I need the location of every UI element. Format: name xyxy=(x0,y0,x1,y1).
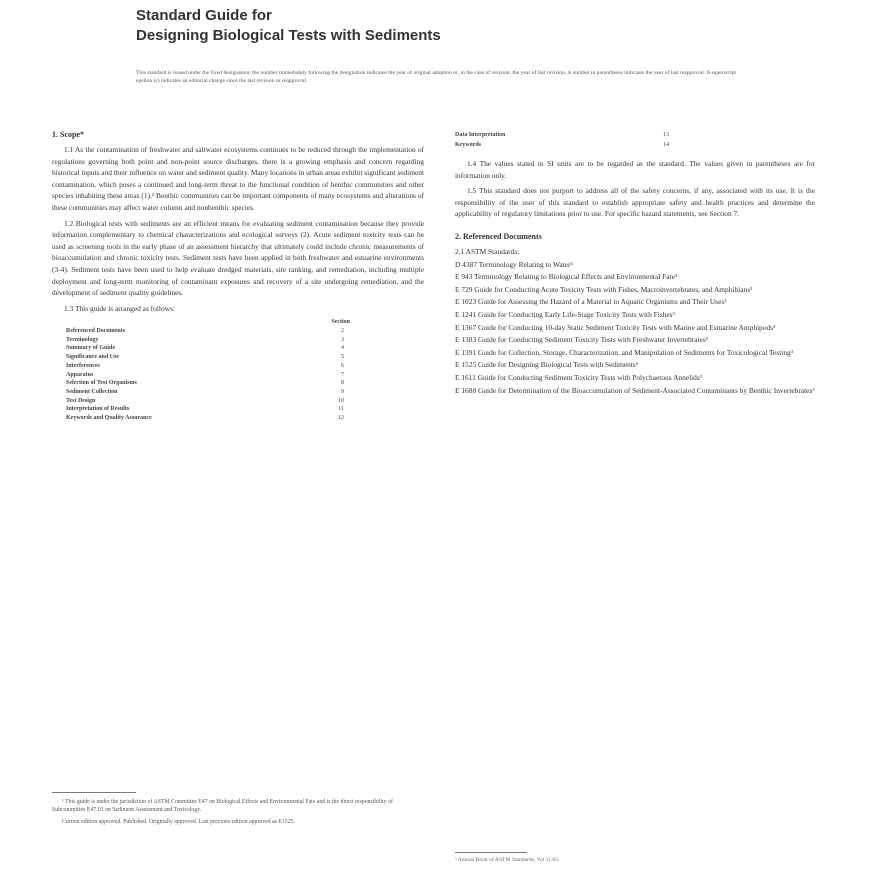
reference-item: 2.1 ASTM Standards: xyxy=(455,246,520,256)
toc-row xyxy=(66,405,356,414)
toc-row xyxy=(66,388,356,397)
reference-item: E 1391 Guide for Collection, Storage, Characterization, and Manipulation of Sediments for Toxicological Testing³ xyxy=(455,347,793,357)
toc-row xyxy=(455,130,745,140)
toc-row xyxy=(66,371,356,380)
paragraph: 1.1 As the contamination of freshwater and saltwater ecosystems continues to be reduced through the implementation of regulations governing both point and non-point source discharges, there is a growing emphasis and concern regarding historical inputs and their influence on water and sediment quality. Many locations in urban areas exhibit significant sediment contamination, which poses a continued and long-term threat to the functional condition of benthic communities and other species inhabiting these areas (1).² Benthic communities can be important components of many ecosystems and alterations of these communities may affect water column and nonbenthic species. xyxy=(52,145,424,212)
toc-header: Section xyxy=(331,319,350,326)
title-line-1: Standard Guide for xyxy=(136,7,272,24)
reference-item: E 1367 Guide for Conducting 10-day Static Sediment Toxicity Tests with Marine and Estuarine Amphipods³ xyxy=(455,322,776,332)
toc-row xyxy=(66,414,356,423)
toc-label: Keywords xyxy=(455,142,481,148)
toc-number: 14 xyxy=(663,142,669,148)
document-title xyxy=(136,6,441,46)
toc-number: 9 xyxy=(341,388,344,395)
right-column xyxy=(455,130,815,397)
toc-row xyxy=(66,379,356,388)
toc-label: Test Design xyxy=(66,397,96,404)
toc-row xyxy=(455,140,745,150)
toc-row xyxy=(66,397,356,406)
toc-number: 10 xyxy=(338,397,344,404)
reference-item: E 1688 Guide for Determination of the Bioaccumulation of Sediment-Associated Contaminants by Benthic Invertebrates³ xyxy=(455,385,815,395)
toc-number: 4 xyxy=(341,345,344,352)
section-heading-references: 2. Referenced Documents xyxy=(455,231,542,241)
paragraph: 1.5 This standard does not purport to address all of the safety concerns, if any, associated with its use. It is the responsibility of the user of this standard to establish appropriate safety and health practices and determine the applicability of regulatory limitations prior to use. For specific hazard statements, see Section 7. xyxy=(455,186,815,219)
paragraph: 1.4 The values stated in SI units are to be regarded as the standard. The values given in parentheses are for information only. xyxy=(455,159,815,180)
toc-label: Summary of Guide xyxy=(66,345,116,352)
toc-number: 3 xyxy=(341,336,344,343)
footnote: ¹ This guide is under the jurisdiction of ASTM Committee E47 on Biological Effects and Environmental Fate and is the direct responsibility of Subcommittee E47.03 on Sediment Assessment and Toxicology. xyxy=(52,799,393,814)
reference-list xyxy=(455,246,815,396)
toc-label: Data Interpretation xyxy=(455,132,506,138)
reference-item: E 1241 Guide for Conducting Early Life-Stage Toxicity Tests with Fishes³ xyxy=(455,309,675,319)
reference-item: E 1611 Guide for Conducting Sediment Toxicity Tests with Polychaetous Annelids³ xyxy=(455,372,702,382)
table-of-contents-continued xyxy=(455,130,745,150)
toc-row xyxy=(66,336,356,345)
toc-row xyxy=(66,353,356,362)
footnotes xyxy=(52,798,424,829)
toc-number: 11 xyxy=(338,406,344,413)
reference-item: D 4387 Terminology Relating to Water³ xyxy=(455,259,573,269)
abstract: This standard is issued under the fixed designation; the number immediately following the designation indicates the year of original adoption or, in the case of revision, the year of last revision. A number in parentheses indicates the year of last reapproval. A superscript epsilon (ε) indicates an editorial change since the last revision or reapproval. xyxy=(136,70,737,84)
toc-row xyxy=(66,327,356,336)
footnote: Current edition approved. Published. Originally approved. Last previous edition approved as E1525. xyxy=(62,818,295,825)
paragraph: 1.3 This guide is arranged as follows: xyxy=(64,303,175,313)
section-heading-scope: 1. Scope* xyxy=(52,130,84,139)
toc-label: Selection of Test Organisms xyxy=(66,380,137,387)
toc-label: Sediment Collection xyxy=(66,388,118,395)
title-line-2: Designing Biological Tests with Sediments xyxy=(136,27,441,44)
toc-number: 7 xyxy=(341,371,344,378)
footnote-divider xyxy=(455,852,527,853)
toc-number: 2 xyxy=(341,328,344,335)
toc-number: 8 xyxy=(341,380,344,387)
toc-label: Terminology xyxy=(66,336,99,343)
toc-label: Interferences xyxy=(66,362,100,369)
toc-row xyxy=(66,362,356,371)
toc-number: 12 xyxy=(338,415,344,422)
reference-item: E 729 Guide for Conducting Acute Toxicity Tests with Fishes, Macroinvertebrates, and Amphibians³ xyxy=(455,284,753,294)
toc-label: Significance and Use xyxy=(66,354,120,361)
reference-item: E 1023 Guide for Assessing the Hazard of a Material to Aquatic Organisms and Their Uses³ xyxy=(455,297,727,307)
toc-label: Apparatus xyxy=(66,371,94,378)
toc-label: Keywords and Quality Assurance xyxy=(66,415,152,422)
reference-item: E 1383 Guide for Conducting Sediment Toxicity Tests with Freshwater Invertebrates³ xyxy=(455,335,708,345)
toc-number: 5 xyxy=(341,354,344,361)
footnote-divider xyxy=(52,792,136,793)
table-of-contents xyxy=(66,318,356,422)
toc-number: 13 xyxy=(663,132,669,138)
toc-row xyxy=(66,344,356,353)
footnote: ³ Annual Book of ASTM Standards, Vol 11.05. xyxy=(455,857,560,863)
toc-label: Interpretation of Results xyxy=(66,406,130,413)
reference-item: E 943 Terminology Relating to Biological Effects and Environmental Fate³ xyxy=(455,272,678,282)
toc-label: Referenced Documents xyxy=(66,328,126,335)
left-column xyxy=(52,130,424,423)
toc-number: 6 xyxy=(341,362,344,369)
paragraph: 1.2 Biological tests with sediments are an efficient means for evaluating sediment contamination because they provide information complementary to chemical characterizations and ecological surveys (2). Acute sediment toxicity tests can be used as screening tools in the early phase of an assessment hierarchy that ultimately could include chronic measurements of bioaccumulation and chronic toxicity tests. Sediment tests have been applied in both freshwater and estuarine environments (3-4). Sediment tests have been used to help evaluate dredged materials, site ranking, and remediation, including multiple deployment and long-term monitoring of contaminant exposures and recovery of a site undergoing remediation, and the development of sediment quality guidelines. xyxy=(52,218,424,298)
reference-item: E 1525 Guide for Designing Biological Tests with Sediments³ xyxy=(455,360,639,370)
